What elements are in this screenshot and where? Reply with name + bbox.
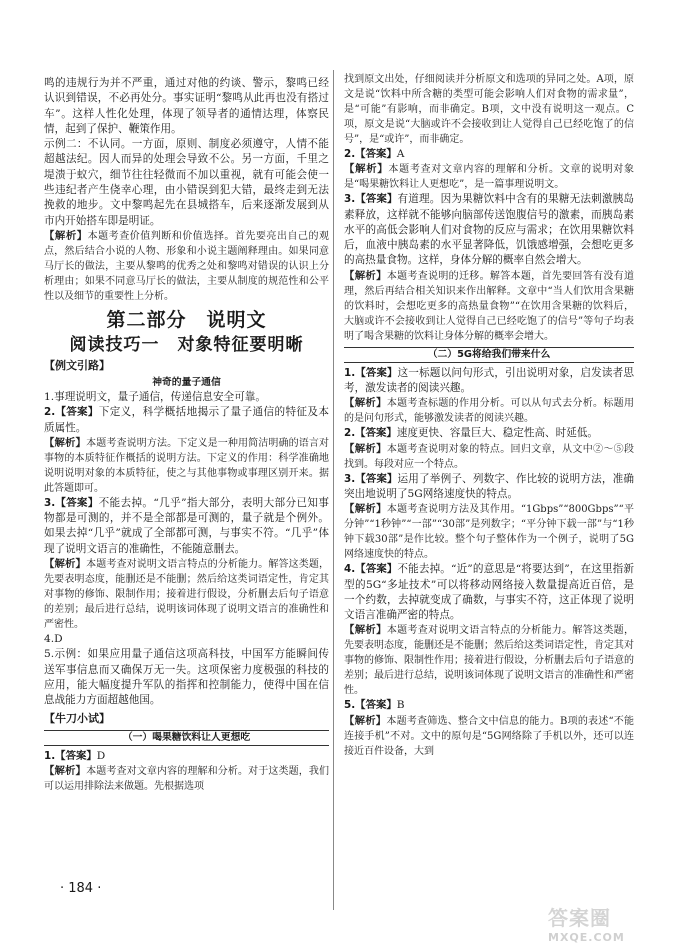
sub-article-2-title: （二）5G将给我们带来什么 [344,347,634,363]
sub1-answer-2-explanation: 【解析】本题考查对文章内容的理解和分析。文章的说明对象是“喝果糖饮料让人更想吃”，是一篇事理说明文。 [344,163,635,191]
article-title: 神奇的量子通信 [152,376,221,388]
watermark-logo [548,902,668,942]
answer-5: 5.示例：如果应用量子通信这项高科技，中国军方能瞬间传送军事信息而又确保万无一失。这项保密力度极强的科技的应用，能大幅度提升军队的指挥和控制能力，使得中国在信息战能力方面超越他国。 [44,648,329,707]
watermark-url: MXQE.COM [548,931,625,944]
sub2-answer-3-explanation: 【解析】本题考查说明方法及其作用。“1Gbps”“800Gbps”“平分钟”“1秒钟”“一部”“30部”是列数字；“平分钟下载一部”与“1秒钟下载30部”是作比较。整个句子整体作为一个例子，说明了5G网络速度快的特点。 [344,503,635,561]
sub-article-1-title: （一）喝果糖饮料让人更想吃 [44,730,329,746]
part-title: 第二部分 说明文 [106,308,267,331]
right-column [344,72,634,759]
answer-4: 4.D [44,633,63,646]
answer-3-explanation: 【解析】本题考查对说明文语言特点的分析能力。解答这类题，先要表明态度，能删还是不能删；然后给这类词语定性，肯定其对事物的修饰、限制作用；接着进行假设，分析删去后句子语意的差别；最后进行总结，说明该词体现了说明文语言的准确性和严密性。 [44,558,330,631]
sub2-answer-3: 3.【答案】运用了举例子、列数字、作比较的说明方法，准确突出地说明了5G网络速度快的特点。 [344,472,634,500]
sub1-answer-2: 2.【答案】A [344,148,405,160]
sub2-answer-1: 1.【答案】这一标题以问句形式，引出说明对象，启发读者思考，激发读者的阅读兴趣。 [344,366,634,395]
explanation-text: 本题考查价值判断和价值选择。首先要亮出自己的观点，然后结合小说的人物、形象和小说主题阐释理由。如果同意马厅长的做法，主要从黎鸣的优秀之处和黎鸣对错误的认识上分析理由；如果不同意马厅长的做法，主要从制度的规范性和公平性以及细节的重要性上分析。 [44,230,330,302]
sub2-answer-5-explanation: 【解析】本题考查筛选、整合文中信息的能力。B项的表述“不能连接手机”不对。文中的原句是“5G网络除了手机以外，还可以连接近百件设备，大到 [344,714,634,757]
explanation-tag: 【解析】 [44,229,88,242]
example-two-paragraph: 示例二：不认同。一方面，原则、制度必须遵守，人情不能超越法纪。因人而异的处理会导致不公。另一方面，千里之堤溃于蚁穴，细节往往轻微而不加以重视，就有可能会使一些违纪者产生侥幸心理，由小错误到犯大错，最终走到无法挽救的地步。文中黎鸣起先在县城搭车，后来逐渐发展到从市内开始搭车即是明证。 [44,138,329,227]
page-number: · 184 · [60,881,102,896]
sub2-answer-4-explanation: 【解析】本题考查对说明文语言特点的分析能力。解答这类题，先要表明态度，能删还是不能删；然后给这类词语定性，肯定其对事物的修饰、限制性作用；接着进行假设，分析删去后句子语意的差别；最后进行总结，说明该词体现了说明文语言的准确性和严密性。 [344,624,634,697]
answer-1: 1.事理说明文，量子通信，传递信息安全可靠。 [44,390,266,403]
sub1-answer-1-explanation: 【解析】本题考查对文章内容的理解和分析。对于这类题，我们可以运用排除法来做题。先根据选项 [44,764,330,792]
continued-explanation: 找到原文出处，仔细阅读并分析原文和选项的异同之处。A项，原文是说“饮料中所含糖的类型可能会影响人们对食物的需求量”，是“可能”有影响，而非确定。B项，文中没有说明这一观点。C项，原文是说“大脑或许不会接收到让人觉得自己已经吃饱了的信号”，是“或许”，而非确定。 [344,74,634,145]
practice-section-label: 【牛刀小试】 [44,711,110,725]
left-column [44,76,329,794]
sub1-answer-3: 3.【答案】有道理。因为果糖饮料中含有的果糖无法刺激胰岛素释放，这样就不能够向脑部传送饱腹信号的激素，而胰岛素水平的高低会影响人们对食物的反应与需求；在饮用果糖饮料后，血液中胰岛素的水平显著降低，饥饿感增强，会想吃更多的高热量食物。这样，身体分解的概率自然会增大。 [344,193,634,267]
answer-2-explanation: 【解析】本题考查说明方法。下定义是一种用简洁明确的语言对事物的本质特征作概括的说明方法。下定义的作用：科学准确地说明说明对象的本质特征，使之与其他事物或事理区别开来。据此答题即可。 [44,436,330,494]
intro-paragraph: 鸣的违规行为并不严重，通过对他的约谈、警示，黎鸣已经认识到错误，不必再处分。事实证明“黎鸣从此再也没有搭过车”。这样人性化处理，体现了领导者的通情达理，体察民情，起到了保护、鞭策作用。 [44,77,329,135]
example-section-label: 【例文引路】 [44,358,110,372]
answer-3: 3.【答案】不能去掉。“几乎”指大部分，表明大部分已知事物都是可测的，并不是全部都是可测的，量子就是个例外。如果去掉“几乎”就成了全部都可测，与事实不符。“几乎”体现了说明文语言的准确性，不能随意删去。 [44,496,329,555]
sub2-answer-4: 4.【答案】不能去掉。“近”的意思是“将要达到”，在这里指新型的5G“多址技术”可以将移动网络接入数量提高近百倍，是一个约数，去掉就变成了确数，与事实不符，这正体现了说明文语言准确严密的特点。 [344,563,634,622]
skill-title: 阅读技巧一 对象特征要明晰 [69,334,304,355]
sub2-answer-2: 2.【答案】速度更快、容量巨大、稳定性高、时延低。 [344,427,599,440]
sub1-answer-1: 1.【答案】D [44,749,106,762]
sub1-answer-3-explanation: 【解析】本题考查说明的迁移。解答本题，首先要回答有没有道理，然后再结合相关知识来作出解释。文章中“当人们饮用含果糖的饮料时，会想吃更多的高热量食物”“在饮用含果糖的饮料后，大脑或许不会接收到让人觉得自己已经吃饱了的信号”等句子均表明了喝含果糖的饮料让身体分解的概率会增大。 [344,269,634,342]
explanation-paragraph [44,229,329,304]
sub2-answer-5: 5.【答案】B [344,699,405,712]
sub2-answer-2-explanation: 【解析】本题考查说明对象的特点。回归文章，从文中②～⑤段找到。每段对应一个特点。 [344,442,634,470]
column-divider [333,70,334,910]
sub2-answer-1-explanation: 【解析】本题考查标题的作用分析。可以从句式去分析。标题用的是问句形式，能够激发读者的阅读兴趣。 [344,397,634,425]
answer-2: 2.【答案】下定义，科学概括地揭示了量子通信的特征及本质属性。 [44,406,329,434]
watermark-text: 答案圈 [548,906,611,930]
